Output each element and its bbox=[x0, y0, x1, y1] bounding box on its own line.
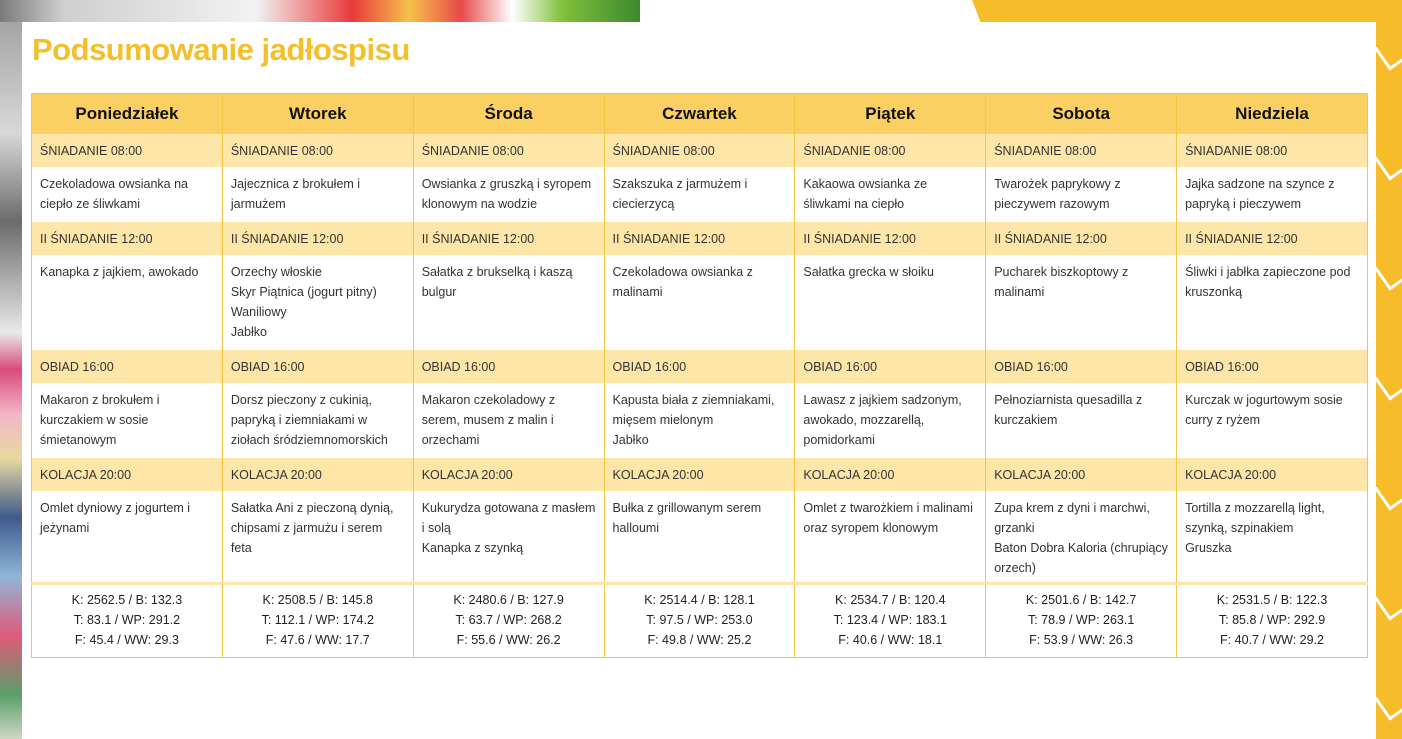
nutrition-value: K: 2531.5 / B: 122.3 bbox=[1216, 593, 1328, 607]
dish-item: Kurczak w jogurtowym sosie curry z ryżem bbox=[1185, 393, 1343, 427]
day-header: Wtorek bbox=[222, 94, 413, 135]
dish-item: Pucharek biszkoptowy z malinami bbox=[994, 265, 1129, 299]
meal-dish-cell bbox=[413, 383, 604, 458]
nutrition-value: T: 97.5 / WP: 253.0 bbox=[646, 613, 753, 627]
meal-time-label: II ŚNIADANIE 12:00 bbox=[413, 222, 604, 255]
meal-time-label: OBIAD 16:00 bbox=[604, 350, 795, 383]
meal-dish-row bbox=[32, 255, 1368, 350]
meal-dish-cell bbox=[795, 255, 986, 350]
nutrition-value: K: 2480.6 / B: 127.9 bbox=[453, 593, 564, 607]
dish-item: Kapusta biała z ziemniakami, mięsem mielonym bbox=[612, 393, 775, 427]
meal-dish-cell bbox=[222, 383, 413, 458]
zigzag-decoration bbox=[1374, 256, 1402, 290]
dish-item: Orzechy włoskie bbox=[230, 265, 322, 279]
nutrition-summary-cell bbox=[604, 584, 795, 658]
nutrition-summary-cell bbox=[986, 584, 1177, 658]
meal-label-row bbox=[32, 134, 1368, 167]
meal-dish-cell bbox=[222, 255, 413, 350]
day-header: Piątek bbox=[795, 94, 986, 135]
zigzag-decoration bbox=[1374, 366, 1402, 400]
zigzag-decoration bbox=[1374, 476, 1402, 510]
zigzag-decoration bbox=[1374, 146, 1402, 180]
dish-item: Czekoladowa owsianka na ciepło ze śliwkami bbox=[40, 177, 189, 211]
nutrition-summary-cell bbox=[222, 584, 413, 658]
meal-time-label: KOLACJA 20:00 bbox=[795, 458, 986, 491]
meal-dish-row bbox=[32, 167, 1368, 222]
dish-item: Kukurydza gotowana z masłem i solą bbox=[421, 501, 596, 535]
meal-time-label: ŚNIADANIE 08:00 bbox=[413, 134, 604, 167]
dish-item: Zupa krem z dyni i marchwi, grzanki bbox=[994, 501, 1150, 535]
dish-item: Kanapka z szynką bbox=[421, 541, 524, 555]
meal-time-label: II ŚNIADANIE 12:00 bbox=[604, 222, 795, 255]
meal-dish-cell bbox=[1177, 491, 1368, 584]
meal-dish-cell bbox=[32, 167, 223, 222]
nutrition-summary-cell bbox=[795, 584, 986, 658]
meal-dish-cell bbox=[795, 383, 986, 458]
meal-plan-table bbox=[31, 93, 1368, 658]
dish-item: Waniliowy bbox=[230, 305, 287, 319]
meal-time-label: II ŚNIADANIE 12:00 bbox=[986, 222, 1177, 255]
nutrition-summary-cell bbox=[32, 584, 223, 658]
dish-item: Makaron czekoladowy z serem, musem z malin i orzechami bbox=[421, 393, 556, 447]
decorative-yellow-band-top bbox=[972, 0, 1402, 22]
dish-item: Szakszuka z jarmużem i ciecierzycą bbox=[612, 177, 748, 211]
nutrition-value: F: 55.6 / WW: 26.2 bbox=[456, 633, 561, 647]
meal-time-label: KOLACJA 20:00 bbox=[32, 458, 223, 491]
nutrition-value: F: 47.6 / WW: 17.7 bbox=[265, 633, 370, 647]
meal-time-label: ŚNIADANIE 08:00 bbox=[986, 134, 1177, 167]
meal-dish-cell bbox=[986, 491, 1177, 584]
dish-item: Czekoladowa owsianka z malinami bbox=[612, 265, 753, 299]
dish-item: Makaron z brokułem i kurczakiem w sosie śmietanowym bbox=[40, 393, 160, 447]
nutrition-value: T: 112.1 / WP: 174.2 bbox=[261, 613, 374, 627]
decorative-food-illustration-top bbox=[0, 0, 640, 22]
dish-item: Sałatka grecka w słoiku bbox=[803, 265, 934, 279]
meal-time-label: OBIAD 16:00 bbox=[222, 350, 413, 383]
dish-item: Jabłko bbox=[230, 325, 267, 339]
dish-item: Omlet dyniowy z jogurtem i jeżynami bbox=[40, 501, 191, 535]
meal-dish-cell bbox=[413, 167, 604, 222]
meal-dish-cell bbox=[222, 491, 413, 584]
meal-time-label: OBIAD 16:00 bbox=[1177, 350, 1368, 383]
meal-time-label: ŚNIADANIE 08:00 bbox=[795, 134, 986, 167]
dish-item: Sałatka z brukselką i kaszą bulgur bbox=[421, 265, 573, 299]
meal-label-row bbox=[32, 350, 1368, 383]
nutrition-summary-cell bbox=[1177, 584, 1368, 658]
dish-item: Pełnoziarnista quesadilla z kurczakiem bbox=[994, 393, 1143, 427]
menu-summary-panel bbox=[22, 22, 1376, 739]
dish-item: Jajka sadzone na szynce z papryką i pieczywem bbox=[1185, 177, 1335, 211]
meal-dish-cell bbox=[604, 255, 795, 350]
meal-time-label: II ŚNIADANIE 12:00 bbox=[32, 222, 223, 255]
nutrition-value: F: 49.8 / WW: 25.2 bbox=[647, 633, 752, 647]
dish-item: Śliwki i jabłka zapieczone pod kruszonką bbox=[1185, 265, 1351, 299]
nutrition-value: T: 83.1 / WP: 291.2 bbox=[73, 613, 181, 627]
nutrition-value: F: 40.6 / WW: 18.1 bbox=[838, 633, 943, 647]
nutrition-value: F: 53.9 / WW: 26.3 bbox=[1029, 633, 1134, 647]
meal-dish-cell bbox=[413, 255, 604, 350]
nutrition-summary-cell bbox=[413, 584, 604, 658]
dish-item: Dorsz pieczony z cukinią, papryką i ziemniakami w ziołach śródziemnomorskich bbox=[230, 393, 388, 447]
dish-item: Jabłko bbox=[612, 433, 649, 447]
zigzag-decoration bbox=[1374, 586, 1402, 620]
dish-item: Omlet z twarożkiem i malinami oraz syropem klonowym bbox=[803, 501, 973, 535]
nutrition-value: F: 40.7 / WW: 29.2 bbox=[1220, 633, 1325, 647]
nutrition-value: F: 45.4 / WW: 29.3 bbox=[74, 633, 179, 647]
meal-dish-cell bbox=[604, 383, 795, 458]
day-header: Niedziela bbox=[1177, 94, 1368, 135]
meal-dish-cell bbox=[1177, 167, 1368, 222]
meal-time-label: II ŚNIADANIE 12:00 bbox=[1177, 222, 1368, 255]
nutrition-value: K: 2534.7 / B: 120.4 bbox=[835, 593, 946, 607]
meal-time-label: II ŚNIADANIE 12:00 bbox=[795, 222, 986, 255]
decorative-food-illustration-left bbox=[0, 0, 22, 739]
dish-item: Tortilla z mozzarellą light, szynką, szpinakiem bbox=[1185, 501, 1325, 535]
day-header: Środa bbox=[413, 94, 604, 135]
meal-time-label: OBIAD 16:00 bbox=[32, 350, 223, 383]
page-title: Podsumowanie jadłospisu bbox=[32, 32, 410, 67]
meal-time-label: OBIAD 16:00 bbox=[413, 350, 604, 383]
dish-item: Bułka z grillowanym serem halloumi bbox=[612, 501, 762, 535]
meal-dish-cell bbox=[604, 167, 795, 222]
meal-dish-cell bbox=[1177, 255, 1368, 350]
nutrition-value: K: 2501.6 / B: 142.7 bbox=[1025, 593, 1137, 607]
dish-item: Kanapka z jajkiem, awokado bbox=[40, 265, 199, 279]
day-header: Czwartek bbox=[604, 94, 795, 135]
table-header-row bbox=[32, 94, 1368, 135]
meal-label-row bbox=[32, 458, 1368, 491]
meal-time-label: OBIAD 16:00 bbox=[795, 350, 986, 383]
meal-dish-cell bbox=[986, 255, 1177, 350]
nutrition-summary-row bbox=[32, 584, 1368, 658]
meal-dish-row bbox=[32, 383, 1368, 458]
nutrition-value: T: 78.9 / WP: 263.1 bbox=[1027, 613, 1135, 627]
meal-time-label: KOLACJA 20:00 bbox=[222, 458, 413, 491]
dish-item: Gruszka bbox=[1185, 541, 1232, 555]
meal-time-label: ŚNIADANIE 08:00 bbox=[222, 134, 413, 167]
meal-time-label: KOLACJA 20:00 bbox=[1177, 458, 1368, 491]
meal-dish-cell bbox=[604, 491, 795, 584]
decorative-yellow-border-right bbox=[1376, 0, 1402, 739]
meal-dish-cell bbox=[222, 167, 413, 222]
meal-time-label: OBIAD 16:00 bbox=[986, 350, 1177, 383]
meal-dish-cell bbox=[32, 255, 223, 350]
meal-time-label: ŚNIADANIE 08:00 bbox=[1177, 134, 1368, 167]
meal-time-label: II ŚNIADANIE 12:00 bbox=[222, 222, 413, 255]
dish-item: Kakaowa owsianka ze śliwkami na ciepło bbox=[803, 177, 928, 211]
day-header: Sobota bbox=[986, 94, 1177, 135]
meal-time-label: KOLACJA 20:00 bbox=[413, 458, 604, 491]
meal-dish-cell bbox=[986, 383, 1177, 458]
meal-dish-cell bbox=[1177, 383, 1368, 458]
dish-item: Sałatka Ani z pieczoną dynią, chipsami z jarmużu i serem feta bbox=[230, 501, 394, 555]
meal-label-row bbox=[32, 222, 1368, 255]
meal-time-label: ŚNIADANIE 08:00 bbox=[604, 134, 795, 167]
zigzag-decoration bbox=[1374, 686, 1402, 720]
meal-time-label: KOLACJA 20:00 bbox=[604, 458, 795, 491]
meal-time-label: ŚNIADANIE 08:00 bbox=[32, 134, 223, 167]
nutrition-value: K: 2514.4 / B: 128.1 bbox=[644, 593, 755, 607]
dish-item: Owsianka z gruszką i syropem klonowym na wodzie bbox=[421, 177, 592, 211]
dish-item: Baton Dobra Kaloria (chrupiący orzech) bbox=[994, 541, 1168, 575]
dish-item: Skyr Piątnica (jogurt pitny) bbox=[230, 285, 377, 299]
nutrition-value: T: 63.7 / WP: 268.2 bbox=[455, 613, 562, 627]
meal-dish-cell bbox=[32, 491, 223, 584]
meal-dish-cell bbox=[986, 167, 1177, 222]
day-header: Poniedziałek bbox=[32, 94, 223, 135]
zigzag-decoration bbox=[1374, 36, 1402, 70]
dish-item: Lawasz z jajkiem sadzonym, awokado, mozzarellą, pomidorkami bbox=[803, 393, 962, 447]
meal-time-label: KOLACJA 20:00 bbox=[986, 458, 1177, 491]
nutrition-value: T: 123.4 / WP: 183.1 bbox=[833, 613, 947, 627]
dish-item: Jajecznica z brokułem i jarmużem bbox=[230, 177, 361, 211]
nutrition-value: T: 85.8 / WP: 292.9 bbox=[1218, 613, 1326, 627]
nutrition-value: K: 2508.5 / B: 145.8 bbox=[262, 593, 374, 607]
meal-dish-cell bbox=[32, 383, 223, 458]
meal-dish-row bbox=[32, 491, 1368, 584]
meal-dish-cell bbox=[795, 491, 986, 584]
nutrition-value: K: 2562.5 / B: 132.3 bbox=[71, 593, 183, 607]
meal-dish-cell bbox=[413, 491, 604, 584]
meal-dish-cell bbox=[795, 167, 986, 222]
dish-item: Twarożek paprykowy z pieczywem razowym bbox=[994, 177, 1121, 211]
